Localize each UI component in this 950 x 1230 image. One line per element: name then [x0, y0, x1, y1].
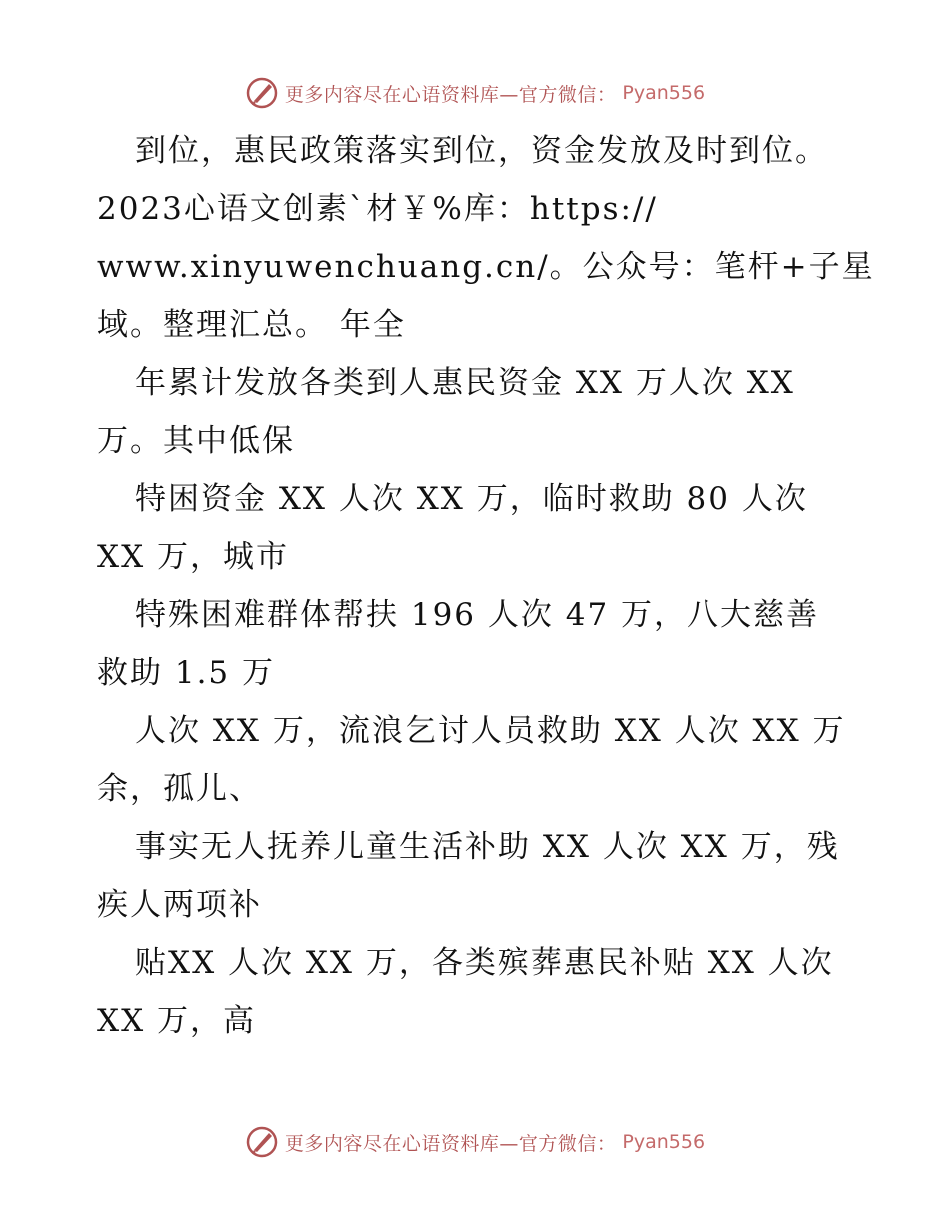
page-footer-banner [0, 1125, 950, 1164]
quill-pen-logo-icon [245, 76, 279, 110]
header-wechat-id: Pyan556 [622, 82, 706, 104]
header-banner-text: 更多内容尽在心语资料库—官方微信： [284, 83, 617, 106]
page-header-banner [0, 76, 950, 115]
text-line: 到位，惠民政策落实到位，资金发放及时到位。 [135, 133, 828, 169]
document-body [97, 122, 877, 1050]
text-line: 万。其中低保 [97, 423, 295, 459]
text-line: 特困资金 XX 人次 XX 万，临时救助 80 人次 [135, 481, 808, 517]
text-line: 余，孤儿、 [97, 771, 262, 807]
quill-pen-logo-icon [245, 1125, 279, 1159]
text-line: 2023心语文创素`材￥%库：https:// [97, 191, 658, 227]
footer-wechat-id: Pyan556 [622, 1131, 706, 1153]
text-line: 域。整理汇总。 年全 [97, 307, 406, 343]
text-line: 人次 XX 万，流浪乞讨人员救助 XX 人次 XX 万 [135, 713, 846, 749]
text-line: 特殊困难群体帮扶 196 人次 47 万，八大慈善 [135, 597, 820, 633]
footer-banner-text: 更多内容尽在心语资料库—官方微信： [284, 1132, 617, 1155]
text-line: XX 万，城市 [97, 539, 289, 575]
text-line: XX 万，高 [97, 1003, 256, 1039]
text-line: 疾人两项补 [97, 887, 262, 923]
text-line: 救助 1.5 万 [97, 655, 276, 691]
text-line: 事实无人抚养儿童生活补助 XX 人次 XX 万，残 [135, 829, 840, 865]
text-line: 年累计发放各类到人惠民资金 XX 万人次 XX [135, 365, 795, 401]
text-line: www.xinyuwenchuang.cn/。公众号：笔杆+子星 [97, 249, 875, 285]
text-line: 贴XX 人次 XX 万，各类殡葬惠民补贴 XX 人次 [135, 945, 834, 981]
